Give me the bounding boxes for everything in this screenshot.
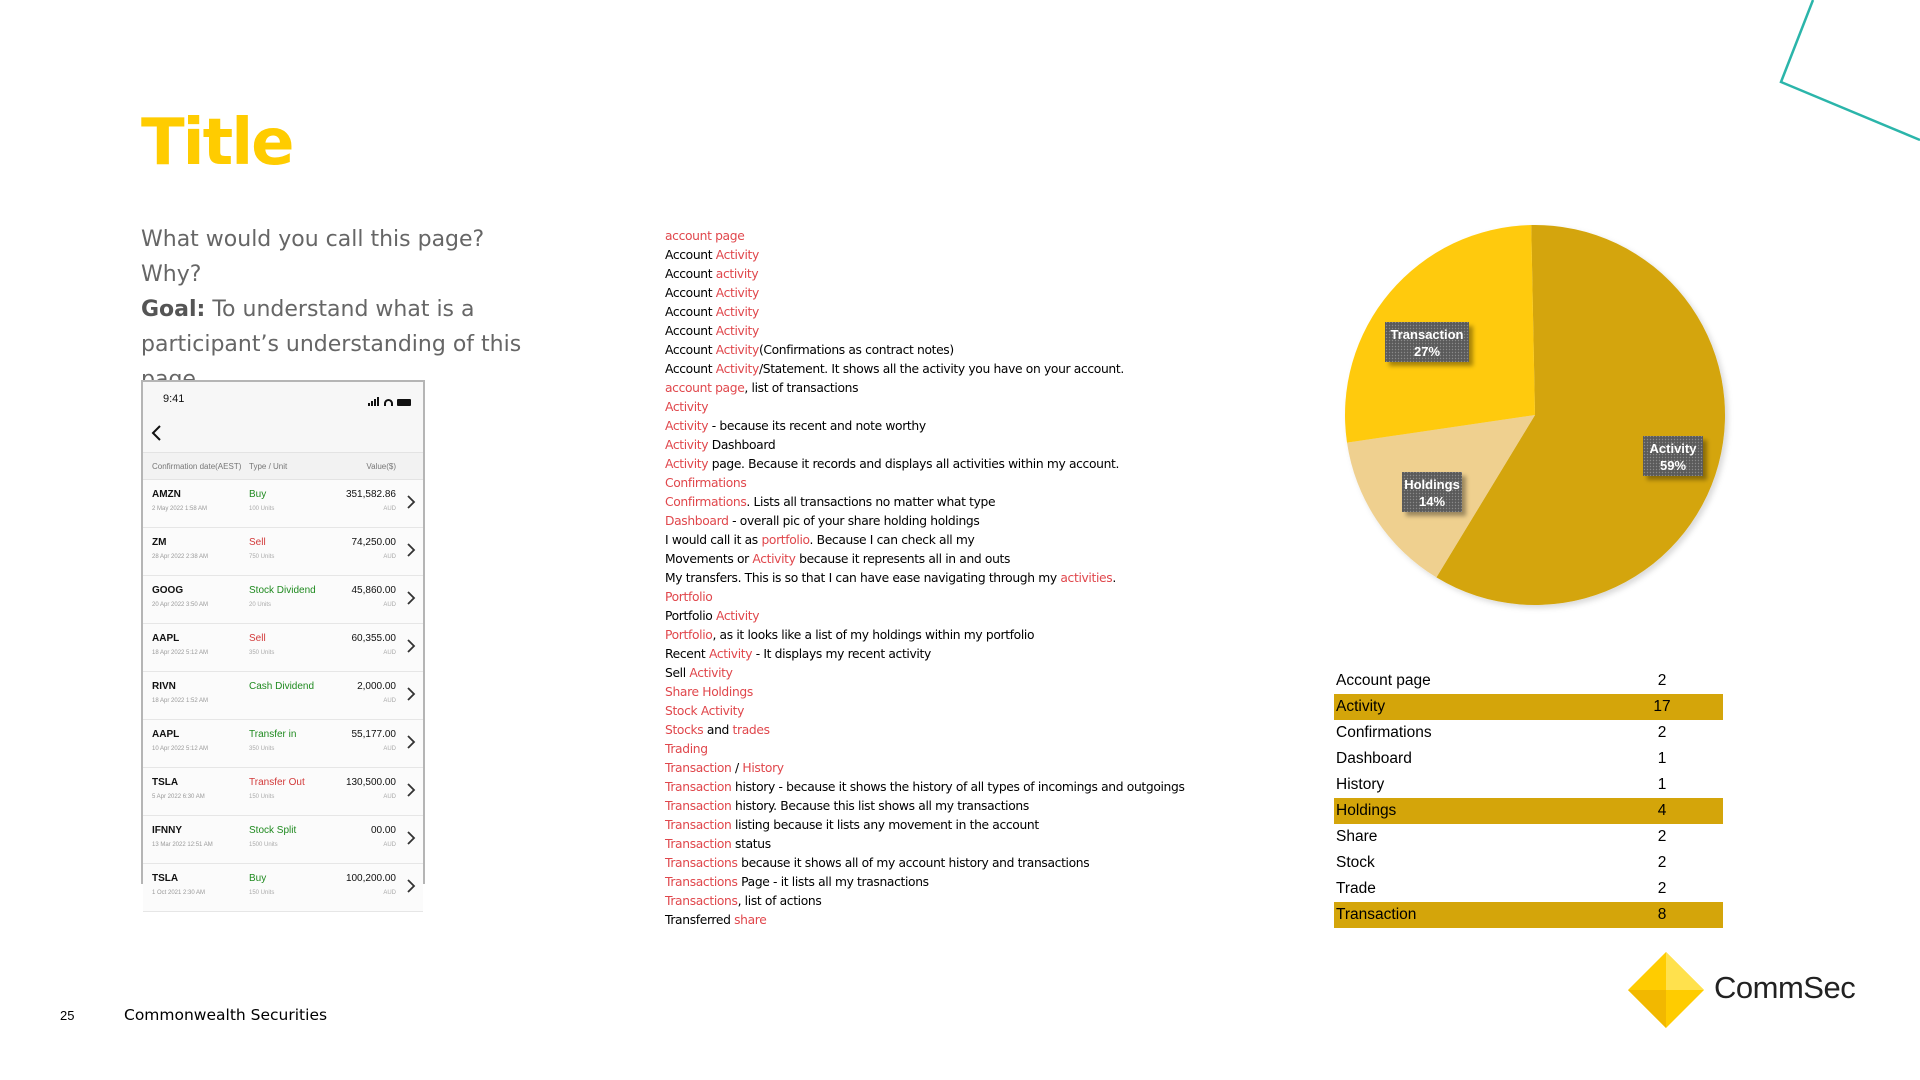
currency: AUD <box>383 506 396 512</box>
goal-text: To understand what is a participant’s understanding of this <box>141 297 522 357</box>
highlighted-keyword: share <box>734 913 767 927</box>
response-text: Account <box>665 362 716 376</box>
highlighted-keyword: Activity <box>715 286 759 300</box>
tally-count: 4 <box>1657 802 1667 819</box>
tally-label: Account page <box>1336 672 1431 689</box>
response-line <box>665 911 1225 930</box>
confirmation-date: 13 Mar 2022 12:51 AM <box>152 842 213 848</box>
tally-count: 8 <box>1657 906 1667 923</box>
transaction-value: 100,200.00 <box>345 873 396 884</box>
highlighted-keyword: Transaction <box>665 761 732 775</box>
highlighted-keyword: trades <box>732 723 770 737</box>
confirmation-date: 5 Apr 2022 6:30 AM <box>152 794 205 800</box>
response-line <box>665 436 1225 455</box>
chevron-right-icon <box>406 686 416 707</box>
highlighted-keyword: History <box>742 761 784 775</box>
highlighted-keyword: Activity <box>715 343 759 357</box>
pie-label-name: Activity <box>1649 441 1697 456</box>
pie-label-percent: 59% <box>1659 458 1687 473</box>
pie-label-percent: 14% <box>1418 494 1446 509</box>
response-text: Account <box>665 305 716 319</box>
phone-status-bar <box>143 382 423 416</box>
phone-transaction-list <box>143 480 423 912</box>
response-line <box>665 759 1225 778</box>
tally-label: Share <box>1336 828 1378 845</box>
response-text: page. Because it records and displays all activities within my account. <box>708 457 1120 471</box>
tally-count: 2 <box>1657 724 1667 741</box>
response-line <box>665 816 1225 835</box>
highlighted-keyword: Transaction <box>665 799 732 813</box>
tally-label: Stock <box>1336 854 1375 871</box>
tally-label: Holdings <box>1336 802 1397 819</box>
transaction-type: Stock Split <box>249 825 297 836</box>
response-text: Dashboard <box>708 438 776 452</box>
battery-icon <box>397 399 411 406</box>
highlighted-keyword: Activity <box>665 400 709 414</box>
response-line <box>665 797 1225 816</box>
tally-row <box>1334 902 1723 928</box>
confirmation-date: 18 Apr 2022 1:52 AM <box>152 698 209 704</box>
currency: AUD <box>383 698 396 704</box>
response-text: (Confirmations as contract notes) <box>758 343 954 357</box>
tally-label: Activity <box>1336 698 1386 715</box>
transaction-value: 45,860.00 <box>351 585 396 596</box>
currency: AUD <box>383 842 396 848</box>
confirmation-date: 28 Apr 2022 2:38 AM <box>152 554 209 560</box>
stock-code: TSLA <box>152 873 179 884</box>
response-text: My transfers. This is so that I can have ease navigating through my <box>665 571 1061 585</box>
stock-code: IFNNY <box>152 825 182 836</box>
confirmation-date: 10 Apr 2022 5:12 AM <box>152 746 209 752</box>
response-line <box>665 740 1225 759</box>
transaction-value: 00.00 <box>370 825 396 836</box>
response-line <box>665 721 1225 740</box>
transaction-value: 2,000.00 <box>357 681 396 692</box>
response-text: . <box>1112 571 1116 585</box>
tally-count: 2 <box>1657 672 1667 689</box>
transaction-type: Stock Dividend <box>249 585 316 596</box>
units: 150 Units <box>249 794 275 800</box>
column-header: Type / Unit <box>249 461 288 471</box>
response-text: Page - it lists all my trasnactions <box>737 875 929 889</box>
transaction-value: 55,177.00 <box>351 729 396 740</box>
back-chevron-icon[interactable] <box>149 424 163 442</box>
currency: AUD <box>383 650 396 656</box>
slide-title: Title <box>141 106 293 180</box>
highlighted-keyword: Activity <box>715 324 759 338</box>
response-line <box>665 512 1225 531</box>
response-line <box>665 854 1225 873</box>
highlighted-keyword: Trading <box>665 742 708 756</box>
tally-table <box>1334 668 1723 928</box>
response-line <box>665 322 1225 341</box>
highlighted-keyword: activity <box>715 267 759 281</box>
stock-code: AAPL <box>152 633 180 644</box>
confirmation-date: 20 Apr 2022 3:50 AM <box>152 602 209 608</box>
currency: AUD <box>383 794 396 800</box>
response-text: . Because I can check all my <box>809 533 975 547</box>
phone-screenshot <box>141 380 425 896</box>
response-line <box>665 702 1225 721</box>
brand-name: CommSec <box>1714 970 1856 1005</box>
transaction-type: Sell <box>249 633 266 644</box>
tally-count: 2 <box>1657 828 1667 845</box>
chevron-right-icon <box>406 542 416 563</box>
transaction-row[interactable] <box>143 576 423 624</box>
highlighted-keyword: Activity <box>689 666 733 680</box>
transaction-type: Transfer Out <box>249 777 305 788</box>
confirmation-date: 2 May 2022 1:58 AM <box>152 506 208 512</box>
tally-count: 1 <box>1657 750 1667 767</box>
highlighted-keyword: Stocks <box>665 723 704 737</box>
tally-row <box>1334 876 1723 902</box>
chevron-right-icon <box>406 638 416 659</box>
response-line <box>665 550 1225 569</box>
response-line <box>665 873 1225 892</box>
highlighted-keyword: Activity <box>716 609 760 623</box>
response-line <box>665 284 1225 303</box>
response-line <box>665 360 1225 379</box>
transaction-row[interactable] <box>143 768 423 816</box>
research-question <box>141 222 541 397</box>
response-line <box>665 626 1225 645</box>
highlighted-keyword: Transactions <box>665 894 738 908</box>
transaction-row[interactable] <box>143 672 423 720</box>
response-line <box>665 683 1225 702</box>
stock-code: ZM <box>152 537 167 548</box>
currency: AUD <box>383 554 396 560</box>
highlighted-keyword: Confirmations <box>665 495 747 509</box>
response-text: Portfolio <box>665 609 716 623</box>
response-line <box>665 246 1225 265</box>
tally-label: Dashboard <box>1336 750 1412 767</box>
highlighted-keyword: Dashboard <box>665 514 729 528</box>
pie-chart <box>1325 210 1745 630</box>
phone-table-header <box>143 452 423 480</box>
stock-code: AMZN <box>152 489 181 500</box>
units: 100 Units <box>249 506 275 512</box>
response-text: - overall pic of your share holding holdings <box>728 514 980 528</box>
highlighted-keyword: Activity <box>715 362 759 376</box>
tally-label: Trade <box>1336 880 1376 897</box>
tally-count: 17 <box>1653 698 1671 715</box>
highlighted-keyword: Portfolio <box>665 628 713 642</box>
highlighted-keyword: Transactions <box>665 875 738 889</box>
transaction-row[interactable] <box>143 528 423 576</box>
response-line <box>665 664 1225 683</box>
highlighted-keyword: Activity <box>715 248 759 262</box>
column-header: Confirmation date(AEST) <box>152 461 242 471</box>
transaction-row[interactable] <box>143 816 423 864</box>
response-line <box>665 569 1225 588</box>
transaction-type: Transfer in <box>249 729 297 740</box>
phone-time: 9:41 <box>163 393 185 405</box>
highlighted-keyword: portfolio <box>761 533 810 547</box>
tally-row <box>1334 694 1723 720</box>
response-line <box>665 778 1225 797</box>
response-text: Transferred <box>665 913 735 927</box>
highlighted-keyword: account page <box>665 381 745 395</box>
highlighted-keyword: Activity <box>752 552 796 566</box>
units: 750 Units <box>249 554 275 560</box>
highlighted-keyword: Transactions <box>665 856 738 870</box>
response-line <box>665 493 1225 512</box>
response-line <box>665 588 1225 607</box>
pie-label-name: Transaction <box>1390 327 1464 342</box>
pie-label-percent: 27% <box>1413 344 1441 359</box>
response-line <box>665 607 1225 626</box>
chevron-right-icon <box>406 830 416 851</box>
currency: AUD <box>383 602 396 608</box>
units: 20 Units <box>249 602 272 608</box>
response-text: Recent <box>665 647 709 661</box>
response-text: , list of transactions <box>744 381 859 395</box>
tally-row <box>1334 798 1723 824</box>
response-text: Account <box>665 286 716 300</box>
transaction-type: Buy <box>249 873 267 884</box>
highlighted-keyword: Confirmations <box>665 476 747 490</box>
page-number: 25 <box>60 1008 75 1023</box>
response-line <box>665 892 1225 911</box>
transaction-value: 74,250.00 <box>351 537 396 548</box>
highlighted-keyword: Activity <box>665 419 709 433</box>
tally-row <box>1334 720 1723 746</box>
confirmation-date: 1 Oct 2021 2:30 AM <box>152 890 206 896</box>
highlighted-keyword: Share Holdings <box>665 685 753 699</box>
chevron-right-icon <box>406 734 416 755</box>
response-text: , list of actions <box>737 894 822 908</box>
response-line <box>665 417 1225 436</box>
question-text: What would you call this page? Why? <box>141 227 485 287</box>
response-line <box>665 398 1225 417</box>
response-text: status <box>731 837 771 851</box>
units: 350 Units <box>249 650 275 656</box>
tally-row <box>1334 850 1723 876</box>
chevron-right-icon <box>406 878 416 899</box>
transaction-type: Cash Dividend <box>249 681 315 692</box>
stock-code: GOOG <box>152 585 184 596</box>
highlighted-keyword: Activity <box>715 305 759 319</box>
response-text: Account <box>665 324 716 338</box>
pie-label-name: Holdings <box>1404 477 1460 492</box>
transaction-value: 60,355.00 <box>351 633 396 644</box>
response-text: listing because it lists any movement in the account <box>731 818 1039 832</box>
response-text: - because its recent and note worthy <box>708 419 926 433</box>
transaction-value: 351,582.86 <box>345 489 396 500</box>
highlighted-keyword: Transaction <box>665 818 732 832</box>
units: 1500 Units <box>249 842 278 848</box>
stock-code: TSLA <box>152 777 179 788</box>
transaction-row[interactable] <box>143 480 423 528</box>
response-text: Account <box>665 267 716 281</box>
pie-label-holdings <box>1402 472 1462 512</box>
highlighted-keyword: Portfolio <box>665 590 713 604</box>
tally-label: Transaction <box>1336 906 1417 923</box>
response-text: . Lists all transactions no matter what type <box>746 495 996 509</box>
signal-icon <box>368 394 380 406</box>
transaction-type: Buy <box>249 489 267 500</box>
response-text: and <box>703 723 733 737</box>
tally-count: 1 <box>1657 776 1667 793</box>
wifi-icon <box>384 399 393 406</box>
highlighted-keyword: activities <box>1060 571 1113 585</box>
response-text: , as it looks like a list of my holdings within my portfolio <box>712 628 1035 642</box>
chevron-right-icon <box>406 782 416 803</box>
stock-code: AAPL <box>152 729 180 740</box>
response-text: - It displays my recent activity <box>752 647 931 661</box>
participant-responses <box>665 227 1225 930</box>
currency: AUD <box>383 890 396 896</box>
transaction-row[interactable] <box>143 624 423 672</box>
response-text: history - because it shows the history of all types of incomings and outgoings <box>731 780 1185 794</box>
highlighted-keyword: Stock Activity <box>665 704 745 718</box>
tally-count: 2 <box>1657 880 1667 897</box>
response-line <box>665 303 1225 322</box>
goal-label: Goal: <box>141 297 206 322</box>
tally-row <box>1334 772 1723 798</box>
response-line <box>665 265 1225 284</box>
chevron-right-icon <box>406 494 416 515</box>
highlighted-keyword: Activity <box>665 457 709 471</box>
response-text: Movements or <box>665 552 753 566</box>
transaction-value: 130,500.00 <box>345 777 396 788</box>
column-header: Value($) <box>366 461 396 471</box>
response-text: /Statement. It shows all the activity you have on your account. <box>758 362 1124 376</box>
commsec-logo-icon <box>1626 950 1706 1030</box>
response-text: / <box>731 761 743 775</box>
response-text: Account <box>665 248 716 262</box>
tally-row <box>1334 824 1723 850</box>
transaction-row[interactable] <box>143 864 423 912</box>
response-text: because it shows all of my account history and transactions <box>737 856 1090 870</box>
response-text: because it represents all in and outs <box>795 552 1011 566</box>
response-line <box>665 835 1225 854</box>
response-text: I would call it as <box>665 533 762 547</box>
response-line <box>665 341 1225 360</box>
response-line <box>665 379 1225 398</box>
highlighted-keyword: Activity <box>708 647 753 661</box>
transaction-row[interactable] <box>143 720 423 768</box>
tally-label: Confirmations <box>1336 724 1432 741</box>
confirmation-date: 18 Apr 2022 5:12 AM <box>152 650 209 656</box>
highlighted-keyword: Transaction <box>665 780 732 794</box>
units: 150 Units <box>249 890 275 896</box>
response-line <box>665 227 1225 246</box>
tally-row <box>1334 746 1723 772</box>
response-text: Sell <box>665 666 690 680</box>
response-line <box>665 531 1225 550</box>
transaction-type: Sell <box>249 537 266 548</box>
response-text: history. Because this list shows all my transactions <box>731 799 1029 813</box>
response-line <box>665 455 1225 474</box>
tally-label: History <box>1336 776 1385 793</box>
chevron-right-icon <box>406 590 416 611</box>
highlighted-keyword: Activity <box>665 438 709 452</box>
highlighted-keyword: account page <box>665 229 745 243</box>
stock-code: RIVN <box>152 681 176 692</box>
tally-count: 2 <box>1657 854 1667 871</box>
response-text: Account <box>665 343 716 357</box>
units: 350 Units <box>249 746 275 752</box>
footer-company: Commonwealth Securities <box>124 1006 328 1024</box>
pie-label-activity <box>1643 436 1703 476</box>
response-line <box>665 474 1225 493</box>
response-line <box>665 645 1225 664</box>
highlighted-keyword: Transaction <box>665 837 732 851</box>
tally-row <box>1334 668 1723 694</box>
pie-label-transaction <box>1385 322 1469 362</box>
currency: AUD <box>383 746 396 752</box>
